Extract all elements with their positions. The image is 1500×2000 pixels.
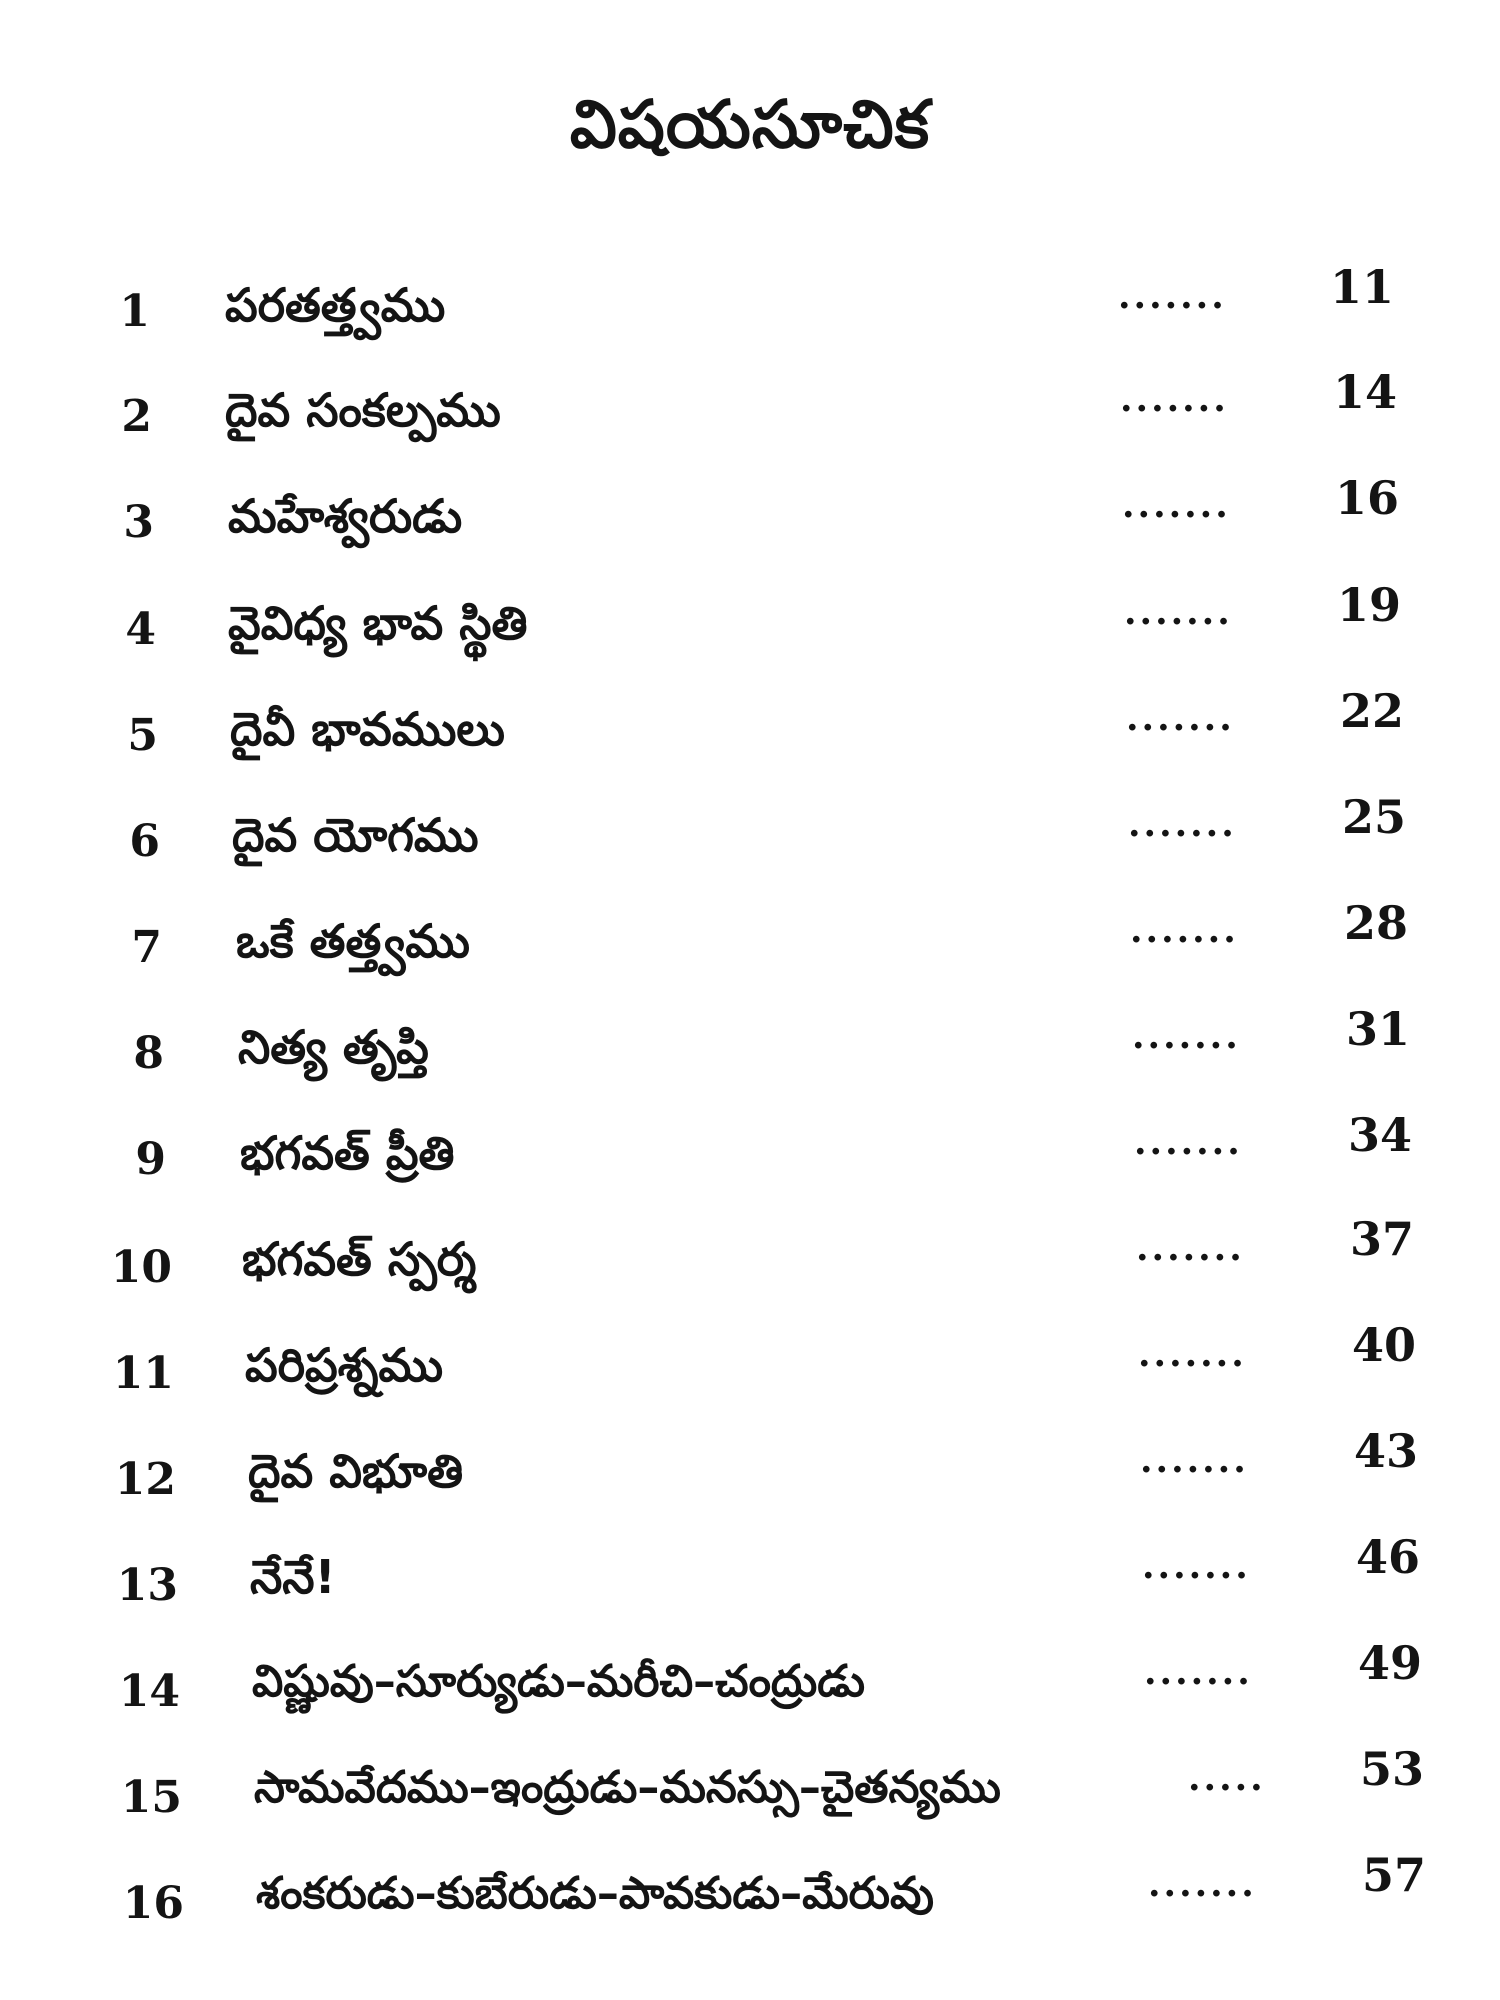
- entry-page-number: 14: [1333, 365, 1398, 419]
- entry-page-number: 34: [1348, 1108, 1413, 1162]
- dot-leader: .......: [1130, 909, 1239, 951]
- entry-number: 3: [123, 497, 154, 548]
- entry-page-number: 53: [1360, 1742, 1425, 1796]
- toc-entry: [0, 896, 1500, 1016]
- toc-entry: [0, 1212, 1500, 1334]
- entry-number: 7: [131, 922, 162, 973]
- toc-entry: [0, 578, 1500, 698]
- entry-title: పరిప్రశ్నము: [245, 1338, 444, 1392]
- entry-title: సామవేదము–ఇంద్రుడు–మనస్సు–చైతన్యము: [254, 1762, 1001, 1813]
- toc-entry: [0, 1742, 1500, 1864]
- entry-page-number: 46: [1356, 1530, 1421, 1584]
- entry-page-number: 19: [1337, 578, 1402, 632]
- entry-title: భగవత్ ప్రీతి: [240, 1126, 455, 1180]
- entry-number: 8: [133, 1028, 164, 1079]
- entry-number: 5: [127, 710, 158, 761]
- entry-number: 14: [118, 1666, 180, 1717]
- toc-entry: [0, 1424, 1500, 1546]
- entry-page-number: 16: [1335, 471, 1400, 525]
- dot-leader: .......: [1148, 1863, 1257, 1905]
- dot-leader: .......: [1142, 1545, 1251, 1587]
- dot-leader: .......: [1118, 275, 1227, 317]
- entry-title: భగవత్ స్పర్శ: [242, 1232, 477, 1286]
- entry-page-number: 31: [1346, 1002, 1411, 1056]
- entry-number: 12: [114, 1454, 176, 1505]
- entry-title: నిత్య తృప్తి: [238, 1020, 429, 1074]
- entry-page-number: 22: [1340, 684, 1405, 738]
- entry-number: 2: [121, 391, 152, 442]
- dot-leader: .......: [1136, 1227, 1245, 1269]
- entry-number: 16: [122, 1878, 184, 1929]
- toc-entry: [0, 790, 1500, 910]
- dot-leader: .......: [1134, 1121, 1243, 1163]
- entry-title: శంకరుడు–కుబేరుడు–పావకుడు–మేరువు: [256, 1868, 934, 1919]
- entry-title: దైవ విభూతి: [248, 1444, 464, 1498]
- toc-entry: [0, 260, 1500, 378]
- entry-title: దైవ యోగము: [232, 808, 479, 862]
- entry-number: 9: [135, 1134, 166, 1185]
- page-title: విషయసూచిక: [569, 86, 931, 163]
- entry-page-number: 37: [1350, 1212, 1415, 1266]
- dot-leader: .......: [1120, 378, 1229, 420]
- toc-entry: [0, 1848, 1500, 1970]
- toc-entry: [0, 471, 1500, 591]
- entry-title: వైవిధ్య భావ స్థితి: [228, 596, 528, 650]
- dot-leader: .......: [1126, 697, 1235, 739]
- entry-title: పరతత్త్వము: [225, 278, 446, 332]
- toc-entry: [0, 1318, 1500, 1440]
- dot-leader: .......: [1122, 484, 1231, 526]
- toc-entry: [0, 1530, 1500, 1652]
- entry-page-number: 43: [1354, 1424, 1419, 1478]
- toc-entry: [0, 684, 1500, 804]
- entry-number: 6: [129, 816, 160, 867]
- entry-title: నేనే!: [250, 1550, 336, 1604]
- toc-entry: [0, 1002, 1500, 1122]
- entry-title: దైవ సంకల్పము: [225, 383, 501, 437]
- entry-number: 15: [120, 1772, 182, 1823]
- entry-title: దైవీ భావములు: [230, 702, 505, 756]
- entry-number: 10: [110, 1242, 172, 1293]
- dot-leader: .......: [1128, 803, 1237, 845]
- dot-leader: .......: [1144, 1651, 1253, 1693]
- entry-title: మహేశ్వరుడు: [228, 489, 463, 543]
- entry-number: 11: [112, 1348, 174, 1399]
- entry-page-number: 57: [1362, 1848, 1427, 1902]
- entry-title: ఒకే తత్త్వము: [236, 914, 470, 968]
- dot-leader: .......: [1124, 591, 1233, 633]
- entry-title: విష్ణువు–సూర్యుడు–మరీచి–చంద్రుడు: [252, 1656, 866, 1707]
- entry-page-number: 11: [1330, 260, 1395, 314]
- entry-number: 4: [125, 604, 156, 655]
- dot-leader: .......: [1132, 1015, 1241, 1057]
- entry-number: 1: [119, 286, 150, 337]
- dot-leader: .......: [1140, 1439, 1249, 1481]
- entry-number: 13: [116, 1560, 178, 1611]
- entry-page-number: 49: [1358, 1636, 1423, 1690]
- toc-entry: [0, 1108, 1500, 1228]
- dot-leader: .......: [1138, 1333, 1247, 1375]
- toc-entry: [0, 1636, 1500, 1758]
- entry-page-number: 28: [1344, 896, 1409, 950]
- entry-page-number: 40: [1352, 1318, 1417, 1372]
- entry-page-number: 25: [1342, 790, 1407, 844]
- toc-entry: [0, 365, 1500, 485]
- dot-leader: .....: [1188, 1757, 1266, 1799]
